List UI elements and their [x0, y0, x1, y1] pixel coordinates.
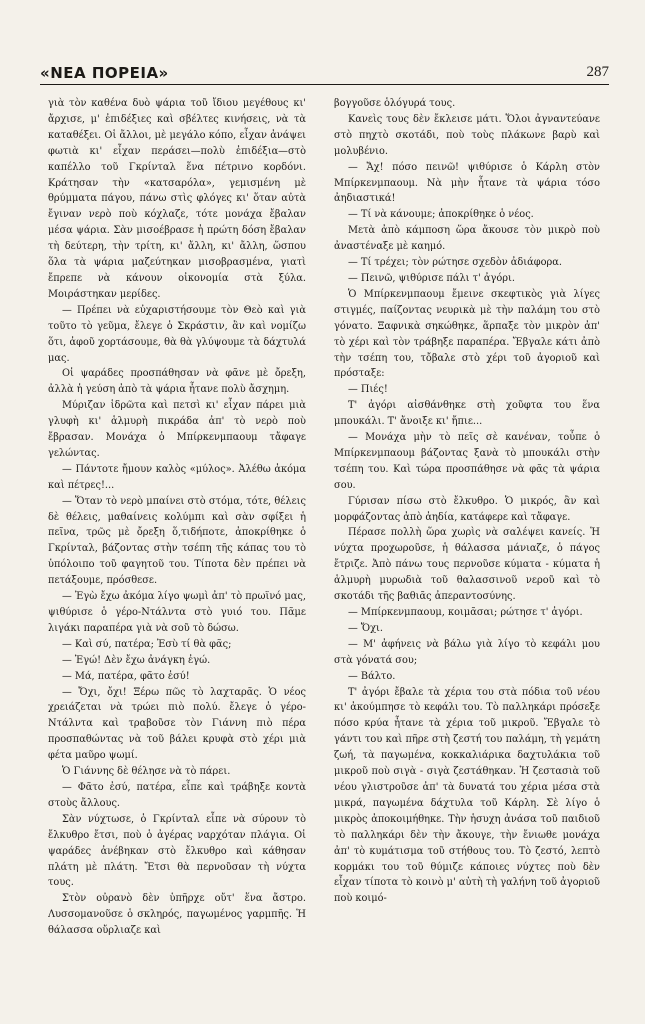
paragraph: — Ἐγώ! Δὲν ἔχω ἀνάγκη ἐγώ. — [62, 654, 211, 666]
paragraph: Στὸν οὐρανὸ δὲν ὑπῆρχε οὔτ' ἕνα ἄστρο. Λυσσομανοῦσε ὁ σκληρός, παγωμένος γαρμπῆς. Ἡ θάλασσα οὔρλιαζε καὶ — [48, 893, 306, 937]
paragraph: — Μ' ἀφήνεις νὰ βάλω γιὰ λίγο τὸ κεφάλι μου στὰ γόνατά σου; — [334, 638, 600, 666]
paragraph: — Ἄχ! πόσο πεινῶ! ψιθύρισε ὁ Κάρλη στὸν Μπίρκενμπαουμ. Νὰ μὴν ἦτανε τὰ ψάρια τόσο ἀηδιαστικά! — [334, 161, 600, 205]
paragraph: Κανεὶς τους δὲν ἔκλεισε μάτι. Ὅλοι ἀγναντεύανε στὸ πηχτὸ σκοτάδι, ποὺ τοὺς πλάκωνε βαρὺ καὶ μολυβένιο. — [334, 113, 600, 157]
paragraph: Πέρασε πολλὴ ὥρα χωρὶς νὰ σαλέψει κανείς. Ἡ νύχτα προχωροῦσε, ἡ θάλασσα μάνιαζε, ὁ πάγος ἔτριζε. Ἀπὸ πάνω τους περνοῦσε κύματα - κύματα ἡ ἁλμυρὴ μυρωδιὰ τοῦ θαλασσινοῦ νεροῦ καὶ τὸ σκοτάδι τῆς βαθιᾶς ἀπεραντοσύνης. — [334, 527, 600, 603]
paragraph: Μύριζαν ἱδρῶτα καὶ πετσὶ κι' εἶχαν πάρει μιὰ γλυφὴ κι' ἁλμυρὴ πικράδα ἀπ' τὸ νερὸ ποὺ ἔβρασαν. Μονάχα ὁ Μπίρκενμπαουμ τἄφαγε γελώντας. — [48, 400, 306, 459]
journal-title: «ΝΕΑ ΠΟΡΕΙΑ» — [40, 64, 169, 82]
paragraph: — Μονάχα μὴν τὸ πεῖς σὲ κανέναν, τοὖπε ὁ Μπίρκενμπαουμ βάζοντας ξανὰ τὸ μπουκάλι στὴν τσέπη του. Καὶ τώρα προσπάθησε νὰ φᾶς τὰ ψάρια σου. — [334, 432, 600, 491]
paragraph: — Τί τρέχει; τὸν ρώτησε σχεδὸν ἀδιάφορα. — [348, 257, 563, 269]
paragraph: — Καὶ σύ, πατέρα; Ἐσὺ τί θὰ φᾶς; — [62, 638, 232, 650]
paragraph: — Ὄχι. — [348, 622, 383, 634]
paragraph: Οἱ ψαράδες προσπάθησαν νὰ φᾶνε μὲ ὄρεξη, ἀλλὰ ἡ γεύση ἀπὸ τὰ ψάρια ἦτανε πολὺ ἄσχημη. — [48, 368, 306, 396]
paragraph: — Τί νὰ κάνουμε; ἀποκρίθηκε ὁ νέος. — [348, 209, 534, 221]
right-column — [334, 96, 600, 1006]
paragraph: — Βάλτο. — [348, 670, 396, 682]
paragraph: — Πάντοτε ἤμουν καλὸς «μύλος». Ἀλέθω ἀκόμα καὶ πέτρες!... — [48, 463, 306, 491]
paragraph: Γύρισαν πίσω στὸ ἔλκυθρο. Ὁ μικρός, ἂν καὶ μορφάζοντας ἀπὸ ἀηδία, κατάφερε καὶ τἄφαγε. — [334, 495, 600, 523]
paragraph: Ὁ Γιάννης δὲ θέλησε νὰ τὸ πάρει. — [62, 766, 231, 778]
paragraph: — Πιές! — [348, 384, 388, 396]
paragraph: — Ὄχι, ὄχι! Ξέρω πῶς τὸ λαχταρᾶς. Ὁ νέος χρειάζεται νὰ τρώει πιὸ πολύ. ἔλεγε ὁ γέρο-Ντάλντα καὶ τραβοῦσε τὸν Γιάννη πιὸ πέρα προσπαθώντας νὰ τοῦ βάλει κρυφὰ στὸ χέρι μιὰ φέτα μαῦρο ψωμί. — [48, 686, 306, 762]
paragraph: Τ' ἀγόρι αἰσθάνθηκε στὴ χοῦφτα του ἕνα μπουκάλι. Τ' ἄνοιξε κι' ἤπιε... — [334, 400, 600, 428]
paragraph: βογγοῦσε ὁλόγυρά τους. — [334, 98, 456, 109]
paragraph: Ὁ Μπίρκενμπαουμ ἔμεινε σκεφτικὸς γιὰ λίγες στιγμές, παίζοντας νευρικὰ μὲ τὴν παλάμη του στὸ γόνατο. Ξαφνικὰ σηκώθηκε, ἅρπαξε τὸν μικρὸν ἀπ' τὸ χέρι καὶ τὸν τράβηξε παραπέρα. Ἔβγαλε κάτι ἀπὸ τὴν τσέπη του, τὄβαλε στὸ χέρι τοῦ ἀγοριοῦ καὶ πρόσταξε: — [334, 288, 600, 380]
paragraph: — Μπίρκενμπαουμ, κοιμᾶσαι; ρώτησε τ' ἀγόρι. — [348, 607, 583, 618]
paragraph: Μετὰ ἀπὸ κάμποση ὥρα ἄκουσε τὸν μικρὸ ποὺ ἀναστέναξε μὲ καημό. — [334, 225, 600, 253]
paragraph: — Ἐγὼ ἔχω ἀκόμα λίγο ψωμὶ ἀπ' τὸ πρωϊνό μας, ψιθύρισε ὁ γέρο-Ντάλντα στὸ γυιό του. Πᾶμε λιγάκι παραπέρα γιὰ νὰ σοῦ τὸ δώσω. — [48, 591, 306, 634]
left-column — [48, 96, 306, 1006]
page-number: 287 — [586, 64, 609, 80]
paragraph: — Φᾶτο ἐσύ, πατέρα, εἶπε καὶ τράβηξε κοντὰ στοὺς ἄλλους. — [48, 781, 306, 809]
running-header — [40, 58, 609, 85]
paragraph: — Πρέπει νὰ εὐχαριστήσουμε τὸν Θεὸ καὶ γιὰ τοῦτο τὸ γεῦμα, ἔλεγε ὁ Σκράστιν, ἂν καὶ νομίζω ὅτι, ἀφοῦ χορτάσουμε, θὰ θὰ γλύψουμε τὰ δάχτυλά μας. — [48, 304, 306, 364]
paragraph: γιὰ τὸν καθένα δυὸ ψάρια τοῦ ἴδιου μεγέθους κι' ἄρχισε, μ' ἐπιδέξιες καὶ σβέλτες κινήσεις, νὰ τὰ καταθέξει. Οἱ ἄλλοι, μὲ μεγάλο κόπο, εἶχαν ἀνάψει φωτιὰ κι' εἶχαν περάσει—πολὺ ἐπιδέξια—στὸ καπέλλο τοῦ Γκρίνταλ ἕνα πέτρινο κορδόνι. Κράτησαν τὴν «κατσαρόλα», γεμισμένη μὲ θρύμματα πάγου, πάνω στὶς φλόγες κι' ὅταν αὐτὰ ἔγιναν νερὸ ποὺ κόχλαζε, τότε μονάχα ἔβαλαν μέσα ψάρια. Σὰν μισοέβρασε ἡ πρώτη δόση ἔβαλαν τὴ δεύτερη, τὴν τρίτη, κι' ἄλλη, κι' ἄλλη, ὥσπου ὅλα τὰ ψάρια μαζεύτηκαν μισοβρασμένα, γιατὶ ἔπρεπε νὰ κάνουν οἰκονομία στὰ ξύλα. Μοιράστηκαν μερίδες. — [48, 98, 306, 300]
paragraph: — Πεινῶ, ψιθύρισε πάλι τ' ἀγόρι. — [348, 272, 515, 284]
paragraph: — Ὅταν τὸ νερὸ μπαίνει στὸ στόμα, τότε, θέλεις δὲ θέλεις, μαθαίνεις κολύμπι καὶ σὰν σφίξει ἡ πεῖνα, τρῶς μὲ ὄρεξη ὅ,τιδήποτε, ἀποκρίθηκε ὁ Γκρίνταλ, βάζοντας στὴν τσέπη τῆς κάπας του τὸ ὑπόλοιπο τοῦ φαγητοῦ του. Τίποτα δὲν πρέπει νὰ πετάξουμε, πρόσθεσε. — [48, 495, 306, 587]
paragraph: Σὰν νύχτωσε, ὁ Γκρίνταλ εἶπε νὰ σύρουν τὸ ἔλκυθρο ἔτσι, ποὺ ὁ ἀγέρας ναρχόταν πλάγια. Οἱ ψαράδες ἀνέβηκαν στὸ ἔλκυθρο καὶ κάθησαν πλάτη μὲ πλάτη. Ἔτσι θὰ περνοῦσαν τὴ νύχτα τους. — [48, 813, 306, 889]
paragraph: Τ' ἀγόρι ἔβαλε τὰ χέρια του στὰ πόδια τοῦ νέου κι' ἀκούμπησε τὸ κεφάλι του. Τὸ παλληκάρι πρόσεξε πόσο κρύα ἦτανε τὰ χέρια τοῦ μικροῦ. Ἔβγαλε τὸ γάντι του καὶ πῆρε στὴ ζεστή του παλάμη, τὴ γεμάτη ζωή, τὰ παγωμένα, κοκκαλιάρικα δαχτυλάκια τοῦ μικροῦ ποὺ σιγὰ - σιγὰ ζεστάθηκαν. Ἡ ζεστασιὰ τοῦ νέου γλιστροῦσε ἀπ' τὰ δυνατά του χέρια μέσα στὰ μικρά, παγωμένα δάχτυλα τοῦ Κάρλη. Σὲ λίγο ὁ μικρὸς ἀποκοιμήθηκε. Τὴν ἡσυχη ἀνάσα τοῦ παιδιοῦ τὸ παλληκάρι δὲν τὴν ἄκουγε, τὴν ἔνιωθε μονάχα ἀπ' τὸ κυμάτισμα τοῦ στήθους του. Τὸ ζεστό, λεπτὸ κορμάκι του τοῦ θύμιζε κάποιες νύχτες ποὺ δὲν εἶχαν τίποτα τὸ κοινὸ μ' αὐτὴ τὴ γαλήνη τοῦ ἀγοριοῦ ποὺ κοιμό- — [334, 686, 600, 905]
paragraph: — Μά, πατέρα, φᾶτο ἐσύ! — [62, 670, 190, 682]
